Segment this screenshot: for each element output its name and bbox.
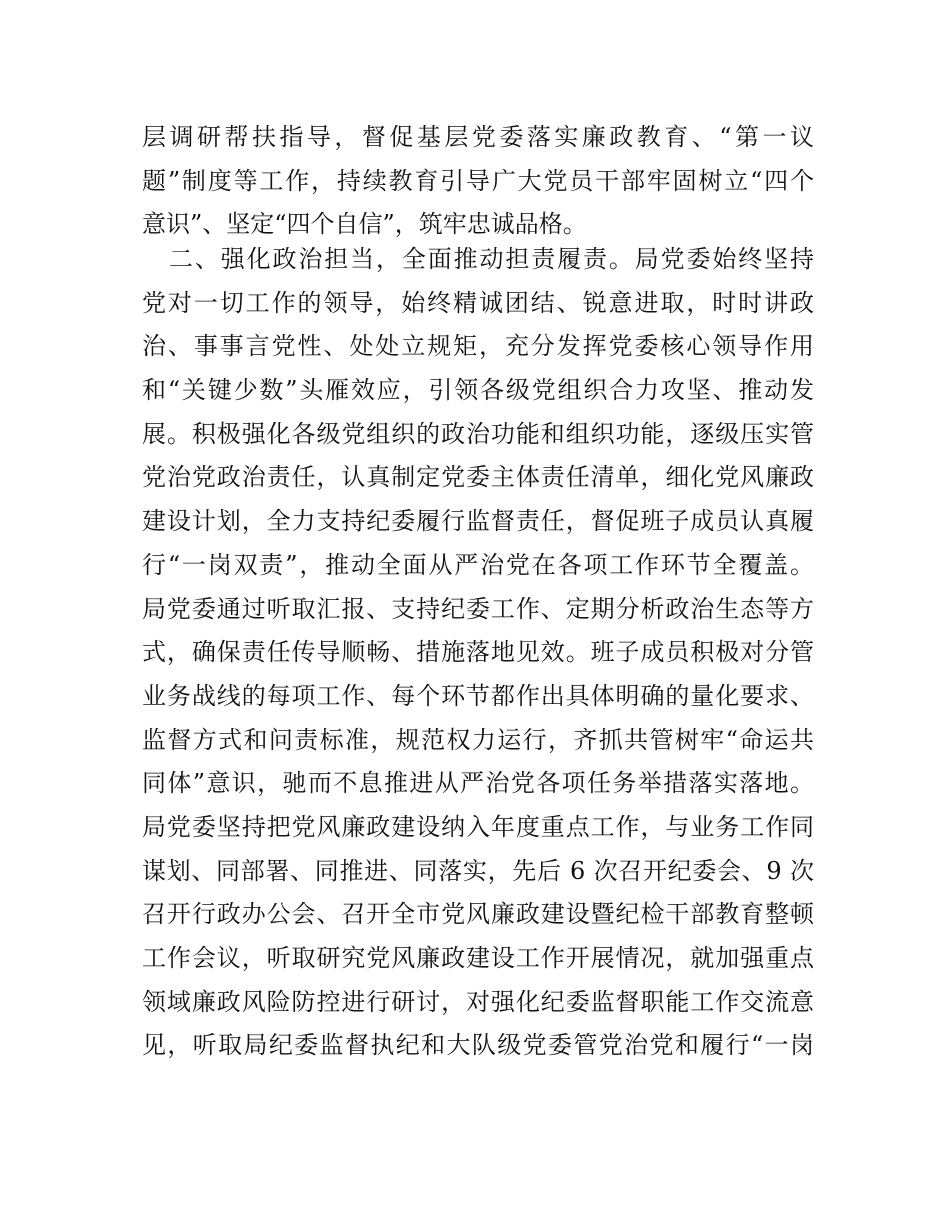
text-line: 局党委坚持把党风廉政建设纳入年度重点工作，与业务工作同 [142,812,814,841]
text-line: 式，确保责任传导顺畅、措施落地见效。班子成员积极对分管 [142,638,814,667]
text-line: 业务战线的每项工作、每个环节都作出具体明确的量化要求、 [142,681,814,710]
text-line: 治、事事言党性、处处立规矩，充分发挥党委核心领导作用 [142,332,814,361]
text-line: 行“一岗双责”，推动全面从严治党在各项工作环节全覆盖。 [142,550,814,579]
text-line: 党治党政治责任，认真制定党委主体责任清单，细化党风廉政 [142,463,814,492]
text-line: 监督方式和问责标准，规范权力运行，齐抓共管树牢“命运共 [142,725,814,754]
text-line: 题”制度等工作，持续教育引导广大党员干部牢固树立“四个 [142,166,814,195]
text-line: 谋划、同部署、同推进、同落实，先后 6 次召开纪委会、9 次 [142,856,814,885]
paragraph-2 [142,238,814,1068]
text-line: 领域廉政风险防控进行研讨，对强化纪委监督职能工作交流意 [142,987,814,1016]
text-line: 建设计划，全力支持纪委履行监督责任，督促班子成员认真履 [142,507,814,536]
paragraph-1 [142,116,814,247]
text-line-indented: 二、强化政治担当，全面推动担责履责。局党委始终坚持 [169,245,814,273]
text-line: 层调研帮扶指导，督促基层党委落实廉政教育、“第一议 [142,123,814,151]
text-line: 见，听取局纪委监督执纪和大队级党委管党治党和履行“一岗 [142,1031,814,1060]
text-line: 局党委通过听取汇报、支持纪委工作、定期分析政治生态等方 [142,594,814,623]
text-line: 意识”、坚定“四个自信”，筑牢忠诚品格。 [142,210,587,239]
text-line: 展。积极强化各级党组织的政治功能和组织功能，逐级压实管 [142,419,814,448]
text-line: 和“关键少数”头雁效应，引领各级党组织合力攻坚、推动发 [142,376,814,405]
text-line: 召开行政办公会、召开全市党风廉政建设暨纪检干部教育整顿 [142,900,814,929]
text-line: 工作会议，听取研究党风廉政建设工作开展情况，就加强重点 [142,944,814,972]
text-line: 党对一切工作的领导，始终精诚团结、锐意进取，时时讲政 [142,288,814,317]
text-line: 同体”意识，驰而不息推进从严治党各项任务举措落实落地。 [142,769,814,798]
